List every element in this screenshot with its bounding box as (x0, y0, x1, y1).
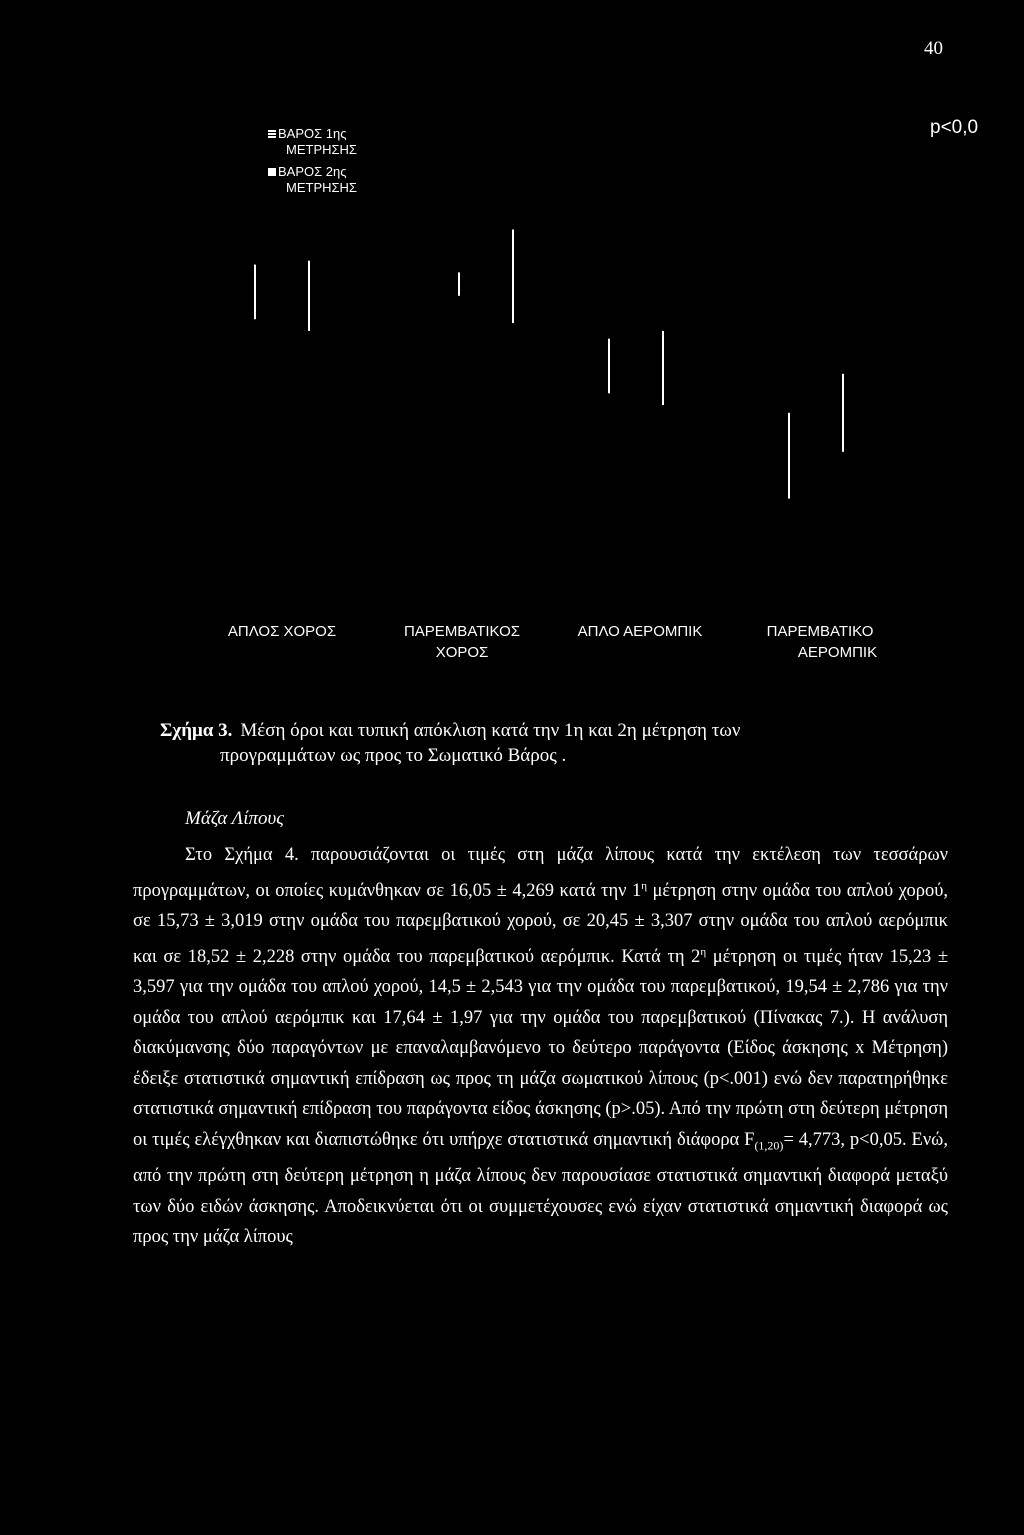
caption-line1: Μέση όροι και τυπική απόκλιση κατά την 1η και 2η μέτρηση των (240, 720, 741, 741)
category-label-line: ΠΑΡΕΜΒΑΤΙΚΟΣ (403, 623, 521, 640)
category-label-intervention-aerobic (745, 621, 895, 663)
section-title: Μάζα Λίπους (185, 808, 284, 829)
legend-label-line1: ΒΑΡΟΣ 2ης (278, 164, 347, 179)
caption-label: Σχήμα 3. (160, 720, 233, 741)
body-paragraph: Στο Σχήμα 4. παρουσιάζονται οι τιμές στη μάζα λίπους κατά την εκτέλεση των τεσσάρων προγραμμάτων, οι οποίες κυμάνθηκαν σε 16,05 ± 4,269 κατά την $1^\eta$ μέτρηση στην ομάδα του απλού χορού, σε 15,73 ± 3,019 στην ομάδα του παρεμβατικού χορού, σε 20,45 ± 3,307 στην ομάδα του απλού αερόμπικ και σε 18,52 ± 2,228 στην ομάδα του παρεμβατικού αερόμπικ. Κατά τη $2^\eta$ μέτρηση οι τιμές ήταν 15,23 ± 3,597 για την ομάδα του απλού χορού, 14,5 ± 2,543 για την ομάδα του παρεμβατικού, 19,54 ± 2,786 για την ομάδα του απλού αερόμπικ και 17,64 ± 1,97 για την ομάδα του παρεμβατικού (Πίνακας 7.). Η ανάλυση διακύμανσης δύο παραγόντων με επαναλαμβανόμενο το δεύτερο παράγοντα (Είδος άσκησης x Μέτρηση) έδειξε στατιστικά σημαντική επίδραση ως προς τη μάζα σωματικού λίπους (p<.001) ενώ δεν παρατηρήθηκε στατιστικά σημαντική επίδραση του παράγοντα είδος άσκησης (p>.05). Από την πρώτη στη δεύτερη μέτρηση οι τιμές ελέγχθηκαν και διαπιστώθηκε ότι υπήρχε στατιστικά σημαντική διάφορα $F_{(1,20)}= 4,773$, p<0,05. Ενώ, από την πρώτη στη δεύτερη μέτρηση η μάζα λίπους δεν παρουσίασε στατιστικά σημαντική διαφορά μεταξύ των δύο ειδών άσκησης. Αποδεικνύεται ότι οι συμμετέχουσες ενώ είχαν στατιστικά σημαντική διαφορά ως προς την μάζα λίπους (133, 845, 948, 1247)
legend-label-line1: ΒΑΡΟΣ 1ης (278, 126, 347, 141)
category-label-simple-dance (212, 621, 352, 642)
category-label-line: ΑΠΛΟ ΑΕΡΟΜΠΙΚ (577, 623, 703, 640)
caption-line2: προγραμμάτων ως προς το Σωματικό Βάρος . (220, 745, 567, 766)
legend-label-line2: ΜΕΤΡΗΣΗΣ (286, 142, 357, 157)
category-label-line: ΠΑΡΕΜΒΑΤΙΚΟ (766, 623, 874, 640)
category-label-intervention-dance (382, 621, 542, 663)
category-label-simple-aerobic (560, 621, 720, 642)
significance-label: p<0,0 (930, 117, 979, 138)
category-label-line: ΧΟΡΟΣ (435, 644, 489, 661)
chart-plot-area (0, 0, 1024, 700)
category-label-line: ΑΕΡΟΜΠΙΚ (797, 644, 878, 661)
figure-caption (160, 718, 860, 768)
page-number: 40 (924, 38, 943, 59)
legend-label-line2: ΜΕΤΡΗΣΗΣ (286, 180, 357, 195)
category-label-line: ΑΠΛΟΣ ΧΟΡΟΣ (227, 623, 337, 640)
